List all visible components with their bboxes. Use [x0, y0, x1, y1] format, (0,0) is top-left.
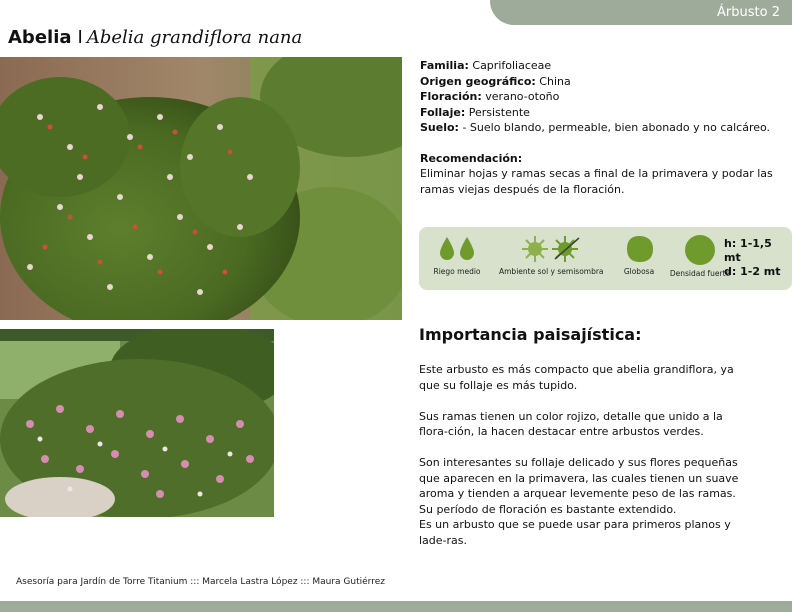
- importance-title: Importancia paisajística:: [419, 325, 642, 344]
- density-label: Densidad fuerte: [669, 269, 731, 278]
- recommendation-text: Eliminar hojas y ramas secas a final de la primavera y podar las ramas viejas después de la floración.: [420, 167, 773, 196]
- dimensions: [724, 237, 792, 279]
- footer-bar: [0, 601, 792, 612]
- watering-group: [427, 235, 487, 276]
- shape-label: Globosa: [623, 267, 655, 276]
- header-tab: [490, 0, 792, 25]
- info-soil: Suelo: - Suelo blando, permeable, bien abonado y no calcáreo.: [420, 121, 771, 134]
- photo-shrub-flowering: [0, 329, 274, 517]
- info-flowering: Floración: verano-otoño: [420, 90, 560, 103]
- info-family: Familia: Caprifoliaceae: [420, 59, 552, 72]
- diameter-value: d: 1-2 mt: [724, 265, 781, 278]
- watering-label: Riego medio: [433, 267, 481, 276]
- shape-group: [615, 235, 663, 276]
- importance-paragraph-1: Este arbusto es más compacto que abelia grandiflora, ya que su follaje es más tupido.: [419, 363, 734, 392]
- footer-credit: Asesoría para Jardín de Torre Titanium ::: Marcela Lastra López ::: Maura Gutiérrez: [16, 577, 385, 587]
- header-tab-label: Árbusto 2: [717, 5, 780, 20]
- water-drops-icon: [437, 235, 477, 263]
- importance-paragraph-4: Es un arbusto que se puede usar para primeros planos y lade-ras.: [419, 518, 731, 547]
- scientific-name: Abelia grandiflora nana: [86, 27, 303, 48]
- sun-partial-shade-icon: [519, 235, 583, 263]
- recommendation-label: Recomendación:: [420, 151, 523, 165]
- height-value: h: 1-1,5 mt: [724, 237, 772, 264]
- title-separator: I: [77, 27, 83, 48]
- page-title: [8, 27, 302, 48]
- globose-shape-icon: [623, 235, 655, 263]
- info-foliage: Follaje: Persistente: [420, 105, 530, 119]
- care-icon-panel: [419, 227, 792, 290]
- common-name: Abelia: [8, 27, 72, 48]
- importance-body: [419, 362, 749, 548]
- importance-paragraph-2: Sus ramas tienen un color rojizo, detalle que unido a la flora-ción, la hacen destacar entre arbustos verdes.: [419, 409, 723, 438]
- info-origin: Origen geográfico: China: [420, 74, 571, 88]
- importance-paragraph-3: Son interesantes su follaje delicado y sus flores pequeñas que aparecen en la primavera, las cuales tienen un suave aroma y tienden a arquear levemente peso de las ramas. Su período de floración es bastante extendido.: [419, 456, 739, 516]
- info-recommendation: [420, 151, 780, 198]
- plant-info: [420, 58, 780, 197]
- sun-label: Ambiente sol y semisombra: [499, 267, 604, 276]
- photo-shrub-garden-bed: [0, 57, 402, 320]
- dense-foliage-icon: [684, 235, 716, 265]
- sun-group: [499, 235, 603, 276]
